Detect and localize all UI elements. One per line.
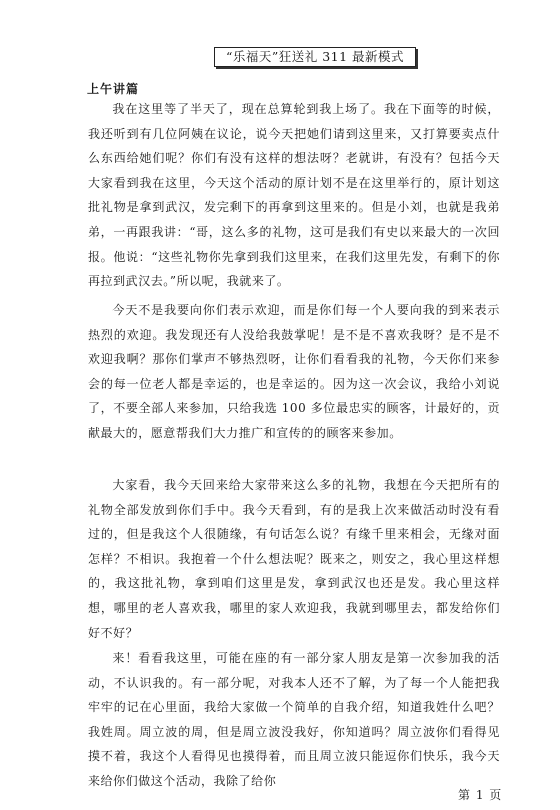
paragraph-1-text: 我在这里等了半天了，现在总算轮到我上场了。我在下面等的时候，我还听到有几位阿姨在议论，说今天把她们请到这里来，又打算要卖点什么东西给她们呢？你们有没有这样的想法呀？老就讲，有没有？包括今天大家看到我在这里，今天这个活动的原计划不是在这里举行的，原计划这批礼物是拿到武汉，发完剩下的再拿到这里来的。但是小刘，也就是我弟弟，一再跟我讲：“哥，这么多的礼物，这可是我们有史以来最大的一次回报。他说：“这些礼物你先拿到我们这里来，在我们这里先发，有剩下的你再拉到武汉去。”所以呢，我就来了。 [88, 102, 500, 289]
paragraph-3 [88, 473, 500, 645]
paragraph-3-text: 大家看，我今天回来给大家带来这么多的礼物，我想在今天把所有的礼物全部发放到你们手中。我今天看到，有的是我上次来做活动时没有看过的，但是我这个人很随缘，有句话怎么说？有缘千里来相会，无缘对面怎样？不相识。我抱着一个什么想法呢？既来之，则安之，我心里这样想的，我这批礼物，拿到咱们这里是发，拿到武汉也还是发。我心里这样想，哪里的老人喜欢我，哪里的家人欢迎我，我就到哪里去，都发给你们好不好？ [88, 478, 500, 640]
paragraph-2 [88, 298, 500, 446]
paragraph-4-text: 来！看看我这里，可能在座的有一部分家人朋友是第一次参加我的活动，不认识我的。有一部分呢，对我本人还不了解，为了每一个人能把我牢牢的记在心里面，我给大家做一个简单的自我介绍，知道我姓什么吧？我姓周。周立波的周，但是周立波没我好，你知道吗？周立波你们看得见摸不着，我这个人看得见也摸得着，而且周立波只能逗你们快乐，我今天来给你们做这个活动，我除了给你 [88, 651, 500, 788]
paragraph-2-text: 今天不是我要向你们表示欢迎，而是你们每一个人要向我的到来表示热烈的欢迎。我发现还有人没给我鼓掌呢！是不是不喜欢我呀？是不是不欢迎我啊？那你们掌声不够热烈呀，让你们看看我的礼物，今天你们来参会的每一位老人都是幸运的，也是幸运的。因为这一次会议，我给小刘说了，不要全部人来参加，只给我选 100 多位最忠实的顾客，计最好的，贡献最大的，愿意帮我们大力推广和宣传的的顾客来参加。 [88, 303, 500, 440]
paragraph-1 [88, 97, 500, 294]
page-number: 第 1 页 [458, 788, 503, 802]
document-title: “乐福天”狂送礼 311 最新模式 [214, 47, 416, 67]
section-title: 上午讲篇 [87, 82, 140, 96]
paragraph-4 [88, 646, 500, 794]
